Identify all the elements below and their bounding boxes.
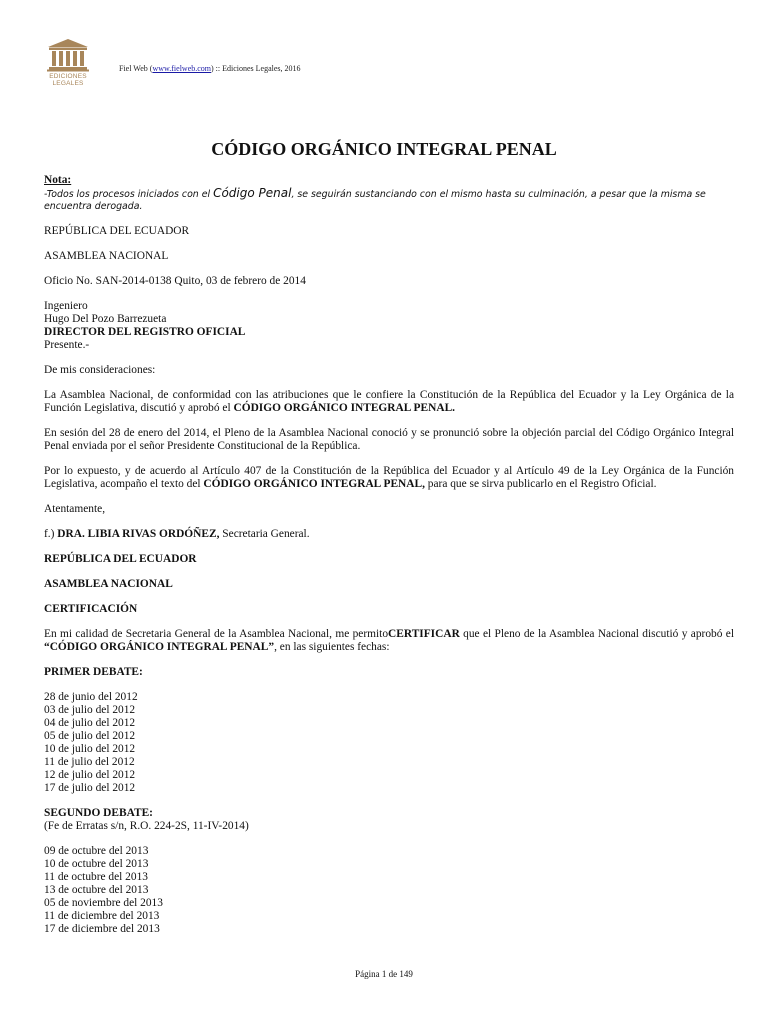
asamblea-heading-1: ASAMBLEA NACIONAL (44, 250, 169, 262)
list-item: 11 de julio del 2012 (44, 756, 135, 768)
cert-text-3: , en las siguientes fechas: (274, 641, 390, 653)
segundo-debate-label: SEGUNDO DEBATE: (44, 807, 153, 819)
republica-heading-1: REPÚBLICA DEL ECUADOR (44, 225, 190, 237)
nota-block (44, 174, 734, 213)
ediciones-legales-logo (44, 38, 92, 88)
closing: Atentamente, (44, 503, 106, 515)
list-item: 17 de diciembre del 2013 (44, 923, 160, 935)
signature-prefix: f.) (44, 528, 58, 540)
recipient-block (44, 300, 734, 352)
oficio-line: Oficio No. SAN-2014-0138 Quito, 03 de febrero de 2014 (44, 275, 306, 287)
cert-text-1: En mi calidad de Secretaria General de la Asamblea Nacional, me permito (44, 628, 389, 640)
nota-text-emph: Código Penal (213, 186, 292, 200)
primer-debate-dates (44, 691, 734, 795)
page-number: Página 1 de 149 (355, 969, 413, 979)
republica-heading-2: REPÚBLICA DEL ECUADOR (44, 553, 197, 565)
logo-text-legales: LEGALES (52, 80, 84, 87)
list-item: 28 de junio del 2012 (44, 691, 138, 703)
cert-text-2: que el Pleno de la Asamblea Nacional discutió y aprobó el (459, 628, 734, 640)
cert-bold-1: CERTIFICAR (388, 628, 460, 640)
list-item: 11 de diciembre del 2013 (44, 910, 160, 922)
fielweb-link[interactable]: www.fielweb.com (152, 64, 212, 73)
list-item: 10 de octubre del 2013 (44, 858, 149, 870)
header-prefix: Fiel Web ( (119, 64, 153, 73)
paragraph-3-text: Por lo expuesto, y de acuerdo al Artículo 407 de la Constitución de la República del Ecuador y al Artículo 49 de la Ley Orgánica de la Función Legislativa, acompaño el texto del (44, 465, 734, 490)
list-item: 12 de julio del 2012 (44, 769, 136, 781)
greeting: De mis consideraciones: (44, 364, 156, 376)
recipient-name: Hugo Del Pozo Barrezueta (44, 313, 167, 325)
asamblea-heading-2: ASAMBLEA NACIONAL (44, 578, 173, 590)
document-body (44, 174, 734, 948)
list-item: 13 de octubre del 2013 (44, 884, 149, 896)
segundo-debate-dates (44, 845, 734, 936)
paragraph-3 (44, 465, 734, 491)
paragraph-3-bold: CÓDIGO ORGÁNICO INTEGRAL PENAL, (203, 478, 425, 490)
paragraph-2: En sesión del 28 de enero del 2014, el Pleno de la Asamblea Nacional conoció y se pronunció sobre la objeción parcial del Código Orgánico Integral Penal enviada por el señor Presidente Constitucional de la República. (44, 427, 734, 452)
temple-icon (44, 38, 92, 72)
document-title: CÓDIGO ORGÁNICO INTEGRAL PENAL (211, 139, 557, 159)
recipient-presente: Presente.- (44, 339, 90, 351)
recipient-position: DIRECTOR DEL REGISTRO OFICIAL (44, 326, 246, 338)
header-source-line (119, 62, 301, 75)
logo-text-ediciones: EDICIONES (49, 73, 87, 80)
cert-bold-2: “CÓDIGO ORGÁNICO INTEGRAL PENAL” (44, 641, 275, 653)
list-item: 05 de julio del 2012 (44, 730, 136, 742)
list-item: 09 de octubre del 2013 (44, 845, 149, 857)
certification-paragraph (44, 628, 734, 654)
paragraph-1 (44, 389, 734, 415)
nota-text-after: , se seguirán sustanciando con el mismo hasta su culminación, a pesar que la misma se encuentra derogada. (44, 189, 706, 212)
certificacion-heading: CERTIFICACIÓN (44, 603, 138, 615)
nota-text (44, 187, 734, 213)
segundo-debate-note: (Fe de Erratas s/n, R.O. 224-2S, 11-IV-2014) (44, 820, 249, 832)
list-item: 03 de julio del 2012 (44, 704, 136, 716)
list-item: 17 de julio del 2012 (44, 782, 136, 794)
paragraph-3-after: para que se sirva publicarlo en el Registro Oficial. (424, 478, 657, 490)
nota-text-before: -Todos los procesos iniciados con el (44, 189, 214, 200)
signature-name: DRA. LIBIA RIVAS ORDÓÑEZ, (57, 528, 220, 540)
header-suffix: ) :: Ediciones Legales, 2016 (211, 64, 301, 73)
paragraph-1-text: La Asamblea Nacional, de conformidad con las atribuciones que le confiere la Constitución de la República del Ecuador y la Ley Orgánica de la Función Legislativa, discutió y aprobó el (44, 389, 734, 414)
nota-label: Nota: (44, 174, 72, 186)
paragraph-1-bold: CÓDIGO ORGÁNICO INTEGRAL PENAL. (233, 402, 456, 414)
primer-debate-label: PRIMER DEBATE: (44, 666, 143, 678)
list-item: 11 de octubre del 2013 (44, 871, 148, 883)
list-item: 10 de julio del 2012 (44, 743, 136, 755)
list-item: 04 de julio del 2012 (44, 717, 136, 729)
list-item: 05 de noviembre del 2013 (44, 897, 163, 909)
signature-line (44, 528, 734, 541)
signature-role: Secretaria General. (219, 528, 310, 540)
recipient-title: Ingeniero (44, 300, 88, 312)
